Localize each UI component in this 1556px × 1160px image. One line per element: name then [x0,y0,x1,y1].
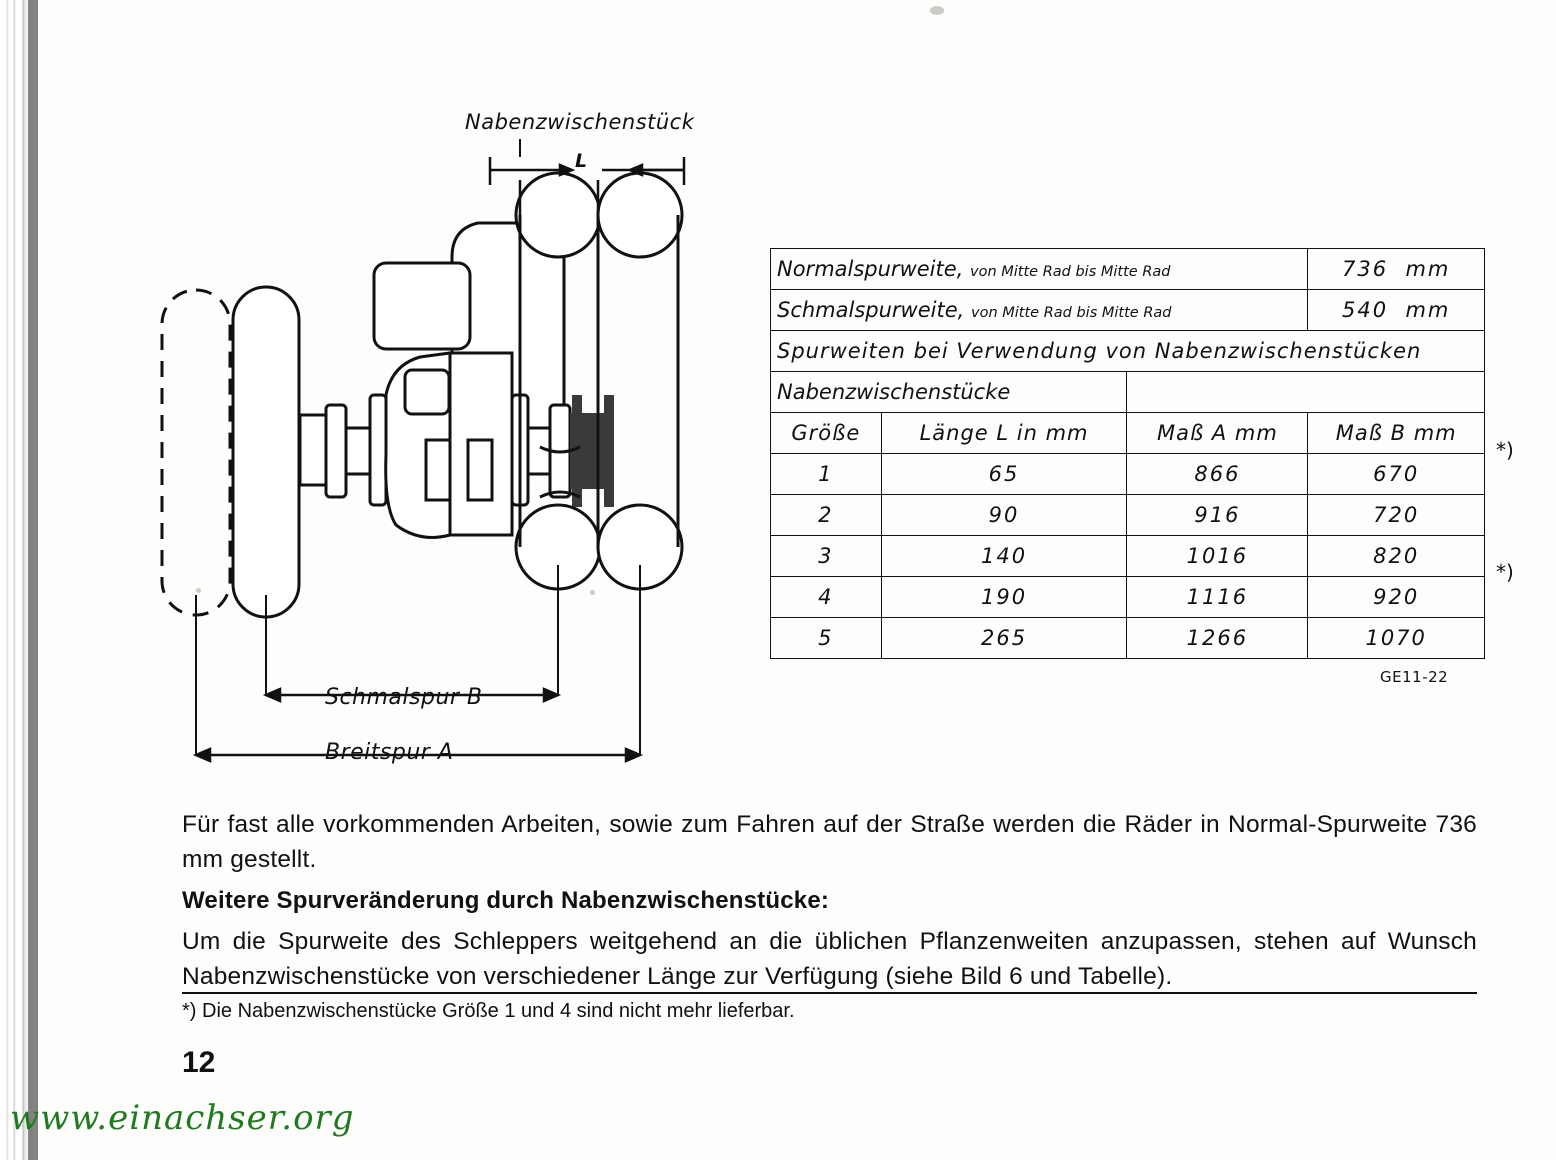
left-hub-flange [326,405,346,497]
spacer-callout-label: Nabenzwischenstück [465,110,695,134]
narrow-track-value: 540 [1341,298,1389,322]
normal-track-label-cell [771,249,1308,290]
group-title-filler-1 [1127,372,1308,413]
section-title: Spurweiten bei Verwendung von Nabenzwischenstücken [771,331,1485,372]
page-number: 12 [182,1046,216,1079]
header-dim-b: Maß B mm [1308,413,1485,454]
footnote-marker-size1: *) [1496,438,1514,462]
heading-further-adjustment: Weitere Spurveränderung durch Nabenzwischenstücke: [182,887,830,914]
table-row-normal-track [771,249,1485,290]
cell-length: 90 [881,495,1127,536]
cell-dim-b: 820 [1308,536,1485,577]
normal-track-unit: mm [1405,257,1451,281]
page-binding-edge [0,0,46,1160]
cell-length: 190 [881,577,1127,618]
footnote-marker-size4: *) [1496,560,1514,584]
track-width-table [770,248,1485,659]
cell-dim-a: 1116 [1127,577,1308,618]
scan-speck [930,6,944,15]
table-row [771,495,1485,536]
left-hub-plate [370,395,386,505]
footnote-text: *) Die Nabenzwischenstücke Größe 1 und 4 sind nicht mehr lieferbar. [182,1000,795,1022]
table-row [771,577,1485,618]
page-binding-shadow [28,0,38,1160]
cell-dim-a: 866 [1127,454,1308,495]
table-header-row [771,413,1485,454]
cell-length: 265 [881,618,1127,659]
watermark: www.einachser.org [10,1098,355,1138]
cell-dim-b: 720 [1308,495,1485,536]
cell-size: 4 [771,577,882,618]
cell-size: 3 [771,536,882,577]
group-title: Nabenzwischenstücke [771,372,1127,413]
table-row [771,536,1485,577]
wide-track-left-wheel-outline [162,290,230,615]
hub-spacer-highlight [570,395,614,507]
cell-dim-b: 920 [1308,577,1485,618]
paragraph-spacers: Um die Spurweite des Schleppers weitgehend an die üblichen Pflanzenweiten anzupassen, stehen auf Wunsch Nabenzwischenstücke von verschiedener Länge zur Verfügung (siehe Bild 6 und Tabelle). [182,928,1477,990]
cell-size: 2 [771,495,882,536]
cell-size: 5 [771,618,882,659]
length-dimension-label: L [575,150,588,172]
normal-track-sublabel: von Mitte Rad bis Mitte Rad [970,264,1171,280]
left-axle-stub [300,415,328,485]
table-row-group-title [771,372,1485,413]
header-size: Größe [771,413,882,454]
group-title-filler-2 [1308,372,1485,413]
narrow-track-label-text: Schmalspurweite, [777,298,965,322]
narrow-track-label: Schmalspur B [325,685,483,710]
cell-dim-b: 1070 [1308,618,1485,659]
normal-track-label: Normalspurweite, [777,257,964,281]
normal-track-value: 736 [1341,257,1389,281]
cell-dim-a: 1016 [1127,536,1308,577]
cell-dim-a: 916 [1127,495,1308,536]
cell-dim-b: 670 [1308,454,1485,495]
right-outer-wheel-top [598,173,682,257]
cell-length: 140 [881,536,1127,577]
narrow-track-value-cell [1308,290,1485,331]
cell-size: 1 [771,454,882,495]
narrow-track-unit: mm [1405,298,1451,322]
wide-track-label: Breitspur A [325,740,454,765]
table-row [771,454,1485,495]
engine-cowl-window [374,263,470,349]
track-width-table-wrapper [770,248,1485,659]
table-row-section-title [771,331,1485,372]
rear-panel-plate [405,370,449,414]
left-axle-shaft [346,428,370,474]
figure-code: GE11-22 [1380,668,1449,686]
tractor-track-width-figure [120,95,780,795]
header-dim-a: Maß A mm [1127,413,1308,454]
table-row [771,618,1485,659]
narrow-track-label-cell [771,290,1308,331]
narrow-track-sublabel: von Mitte Rad bis Mitte Rad [971,305,1172,321]
header-length: Länge L in mm [881,413,1127,454]
paragraph-normal-track: Für fast alle vorkommenden Arbeiten, sowie zum Fahren auf der Straße werden die Räder in Normal-Spurweite 736 mm gestellt. [182,811,1477,873]
narrow-track-left-wheel [233,287,299,617]
cell-dim-a: 1266 [1127,618,1308,659]
right-leg [468,440,492,500]
right-inner-wheel-top [516,173,600,257]
table-row-narrow-track [771,290,1485,331]
cell-length: 65 [881,454,1127,495]
footnote-divider [182,992,1477,994]
left-leg [426,440,450,500]
normal-track-value-cell [1308,249,1485,290]
